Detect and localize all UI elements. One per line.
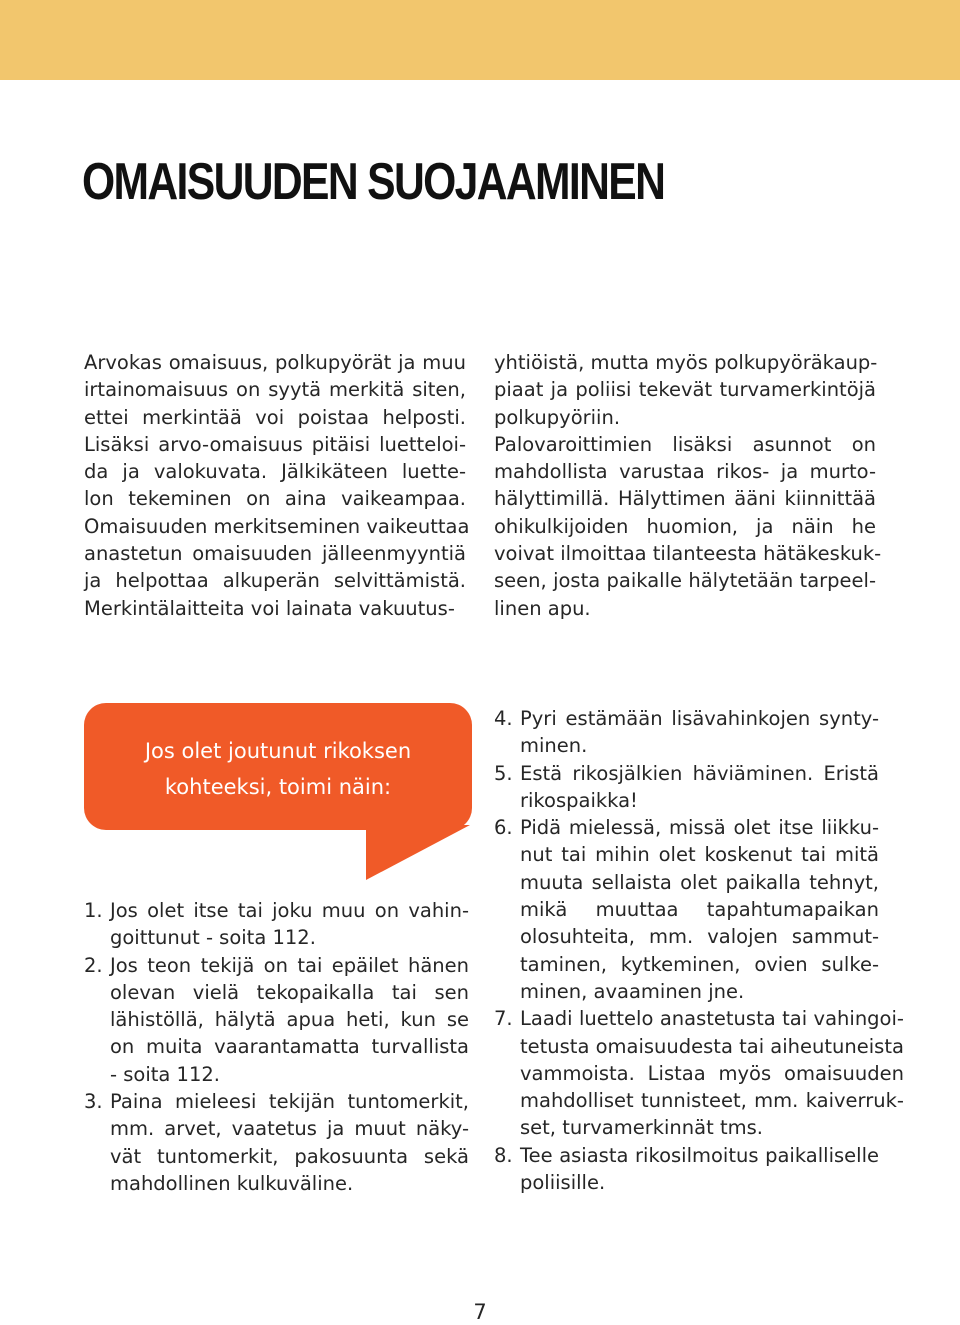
text-line: muuta sellaista olet paikalla tehnyt, [520,870,879,894]
list-item [84,897,469,952]
list-item-text [520,1142,879,1197]
text-line: ettei merkintää voi poistaa helposti. [84,405,466,429]
text-line: olosuhteita, mm. valojen sammut- [520,925,879,949]
list-item [494,1005,904,1141]
text-line: vät tuntomerkit, pakosuunta sekä [110,1144,469,1168]
list-item-text [520,814,879,1005]
text-line: Pyri estämään lisävahinkojen synty- [520,707,879,730]
text-line: mm. arvet, vaatetus ja muut näky- [110,1117,469,1141]
text-line: taminen, kytkeminen, ovien sulke- [520,952,879,976]
list-item-text [520,705,879,760]
list-item [84,952,469,1088]
text-line: da ja valokuvata. Jälkikäteen luette- [84,460,466,484]
list-item [84,1088,469,1197]
text-line: mahdolliset tunnisteet, mm. kaiverruk- [520,1089,904,1113]
text-line: Tee asiasta rikosilmoitus paikalliselle [520,1143,879,1167]
text-line: rikospaikka! [520,788,638,812]
text-line: set, turvamerkinnät tms. [520,1116,763,1140]
text-line: lähistöllä, hälytä apua heti, kun se [110,1008,469,1032]
list-item-number: 1. [84,899,103,922]
list-item [494,705,879,760]
steps-list-left [84,897,469,1197]
text-line: on muita vaarantamatta turvallista [110,1035,469,1059]
page-title: OMAISUUDEN SUOJAAMINEN [82,153,665,211]
text-line: polkupyöriin. [494,405,621,429]
list-item-text [110,897,469,952]
callout-text [84,733,472,805]
list-item [494,814,879,1005]
text-line: Lisäksi arvo-omaisuus pitäisi luetteloi- [84,432,466,456]
text-line: mikä muuttaa tapahtumapaikan [520,898,879,922]
text-line: vammoista. Listaa myös omaisuuden [520,1061,904,1085]
text-line: voivat ilmoittaa tilanteesta hätäkeskuk- [494,542,882,566]
list-item-number: 7. [494,1007,513,1031]
text-line: linen apu. [494,596,591,620]
text-line: yhtiöistä, mutta myös polkupyöräkaup- [494,351,878,374]
text-line: lon tekeminen on aina vaikeampaa. [84,487,466,511]
text-line: minen, avaaminen jne. [520,979,745,1003]
text-line: Palovaroittimien lisäksi asunnot on [494,432,876,456]
list-item-number: 2. [84,953,103,977]
header-band [0,0,960,80]
list-item [494,1142,879,1197]
text-line: Arvokas omaisuus, polkupyörät ja muu [84,351,466,374]
list-item-text [110,1088,469,1197]
steps-list-right [494,705,904,1196]
text-line: Pidä mielessä, missä olet itse liikku- [520,816,879,840]
callout-bubble-tail [366,825,470,880]
text-line: olevan vielä tekopaikalla tai sen [110,980,469,1004]
text-line: mahdollista varustaa rikos- ja murto- [494,460,876,484]
intro-right-column [494,349,882,622]
callout-line: kohteeksi, toimi näin: [164,775,392,799]
page-number: 7 [473,1300,487,1324]
text-line: Paina mieleesi tekijän tuntomerkit, [110,1090,469,1114]
text-line: ja helpottaa alkuperän selvittämistä. [84,569,466,593]
text-line: Estä rikosjälkien häviäminen. Eristä [520,761,879,785]
list-item-number: 3. [84,1090,103,1114]
text-line: nut tai mihin olet koskenut tai mitä [520,843,879,867]
text-line: seen, josta paikalle hälytetään tarpeel- [494,569,876,593]
list-item [494,760,879,815]
text-line: anastetun omaisuuden jälleenmyyntiä [84,542,466,566]
text-line: hälyttimillä. Hälyttimen ääni kiinnittää [494,487,876,511]
list-item-text [520,1005,904,1141]
text-line: Jos teon tekijä on tai epäilet hänen [110,953,469,977]
list-item-text [110,952,469,1088]
list-item-number: 8. [494,1143,513,1167]
text-line: irtainomaisuus on syytä merkitä siten, [84,378,466,402]
text-line: piaat ja poliisi tekevät turvamerkintöjä [494,378,876,402]
list-item-number: 6. [494,816,513,840]
text-line: mahdollinen kulkuväline. [110,1171,354,1195]
callout-line: Jos olet joutunut rikoksen [144,739,412,763]
text-line: goittunut - soita 112. [110,926,316,950]
list-item-text [520,760,879,815]
text-line: poliisille. [520,1171,606,1195]
list-item-number: 4. [494,707,513,730]
text-line: - soita 112. [110,1062,220,1086]
text-line: Jos olet itse tai joku muu on vahin- [110,899,469,922]
text-line: tetusta omaisuudesta tai aiheutuneista [520,1034,904,1058]
text-line: minen. [520,734,588,758]
text-line: Laadi luettelo anastetusta tai vahingoi- [520,1007,904,1031]
list-item-number: 5. [494,761,513,785]
intro-left-column [84,349,470,622]
text-line: Omaisuuden merkitseminen vaikeuttaa [84,514,470,538]
text-line: Merkintälaitteita voi lainata vakuutus- [84,596,455,620]
text-line: ohikulkijoiden huomion, ja näin he [494,514,876,538]
